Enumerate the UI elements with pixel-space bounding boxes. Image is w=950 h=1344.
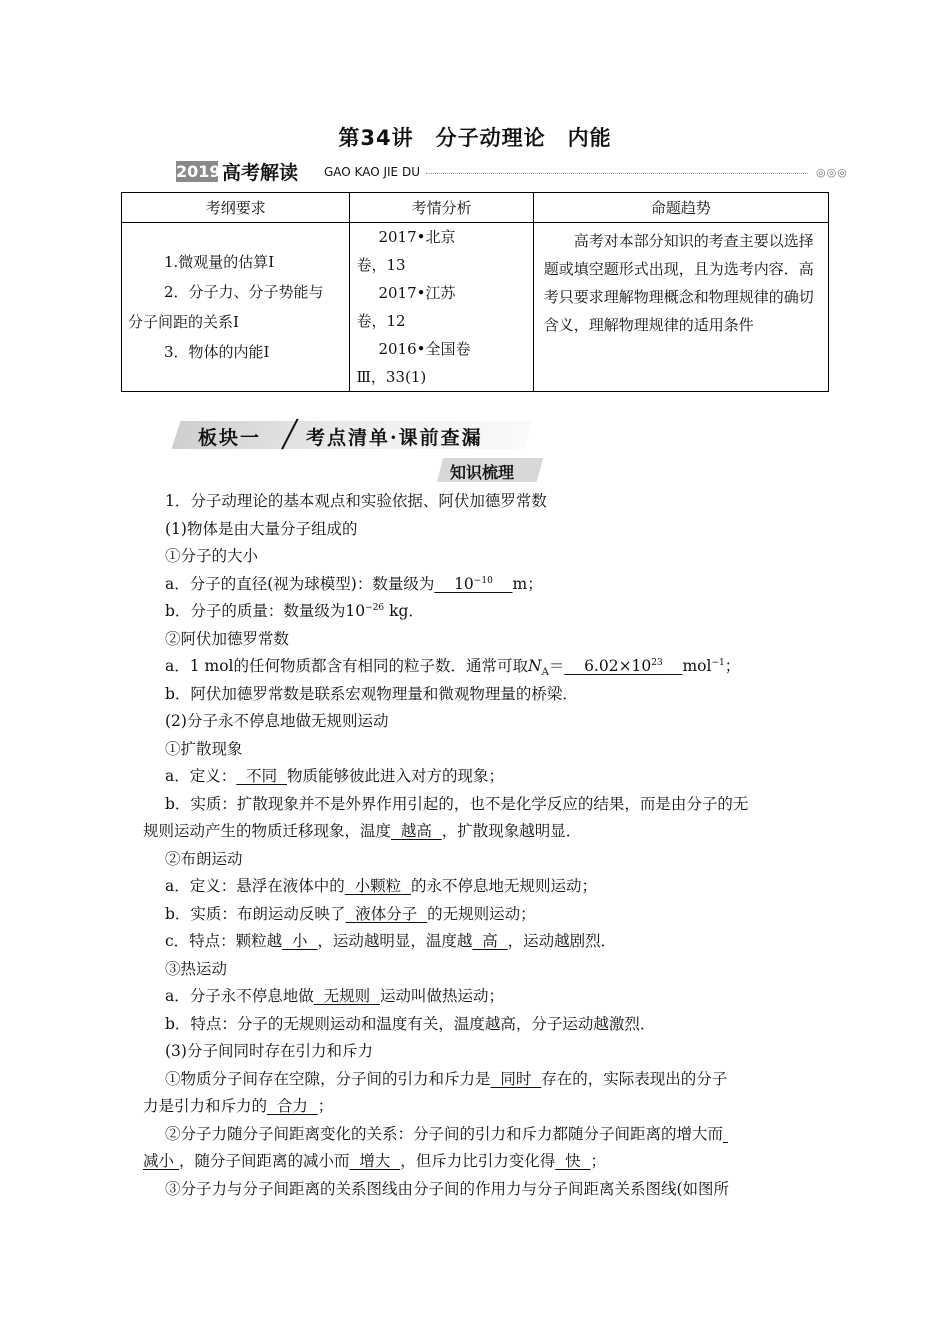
fill-blank [267,1097,318,1115]
banner-year: 2019 [176,162,221,181]
exam-banner [176,161,852,183]
text-run: a．定义： [165,767,237,785]
analysis-item: 卷，12 [356,312,406,330]
analysis-item: 卷，13 [356,256,406,274]
fill-blank-start [723,1125,728,1143]
fill-blank [434,575,512,593]
text-run: ，随分子间距离的减小而 [178,1152,350,1170]
text-run: b．分子的质量：数量级为10 [165,602,366,620]
text-run: 物质能够彼此进入对方的现象； [286,767,504,785]
fill-blank [345,877,411,895]
answer-text: 增大 [359,1152,391,1170]
text-run: ②分子力随分子间距离变化的关系：分子间的引力和斥力都随分子间距离的增大而 [165,1124,724,1143]
answer-text: 10 [454,574,474,593]
content-line [143,1066,819,1094]
fill-blank [555,1152,590,1170]
content-line [143,1121,819,1149]
symbol-subscript: A [541,667,549,679]
analysis-item: 2017•江苏 [378,284,456,302]
exponent: −26 [365,602,385,613]
banner-title: 高考解读 [222,162,299,184]
content-body [143,488,819,1203]
text-run: a．定义：悬浮在液体中的 [165,877,345,895]
content-line [143,571,819,599]
header-analysis: 考情分析 [350,193,533,223]
fill-blank [391,822,442,840]
answer-text: 减小 [143,1152,175,1170]
analysis-item: 2016•全国卷 [378,340,471,358]
text-run: ； [590,1152,606,1170]
text-run: ； [317,1097,334,1115]
requirements-cell [122,223,350,392]
answer-text: 6.02×10 [584,657,652,675]
fill-blank [236,767,287,785]
content-line [143,901,819,929]
text-run: b．实质：布朗运动反映了 [165,904,346,923]
content-line: ②布朗运动 [165,849,243,868]
content-line: ③分子力与分子间距离的关系图线由分子间的作用力与分子间距离关系图线(如图所 [165,1179,730,1198]
section-name: 考点清单·课前查漏 [306,427,483,449]
text-run: ，扩散现象越明显． [441,822,582,840]
content-line [143,598,819,626]
fill-blank [472,932,507,950]
fill-blank [491,1070,542,1088]
content-line [143,873,819,901]
text-run: ，但斥力比引力变化得 [400,1152,556,1170]
requirement-item: 3．物体的内能Ⅰ [164,343,270,361]
banner-pinyin: GAO KAO JIE DU [324,165,420,179]
text-run: 力是引力和斥力的 [143,1097,268,1115]
text-run: 运动叫做热运动； [379,987,504,1005]
text-run: m； [512,574,543,593]
text-run: a．分子的直径(视为球模型)：数量级为 [165,574,435,593]
knowledge-label-text: 知识梳理 [450,463,515,482]
circles-icon: ◎◎◎ [816,166,848,179]
content-line [143,818,819,846]
text-run: mol [682,657,712,675]
exponent: −1 [711,657,725,668]
content-line: ①扩散现象 [165,739,243,758]
content-line: (2)分子永不停息地做无规则运动 [165,712,389,730]
answer-text: 高 [482,932,498,950]
content-line: 1．分子动理论的基本观点和实验依据、阿伏加德罗常数 [165,492,547,510]
answer-text: 合力 [276,1097,308,1115]
content-line: b．阿伏加德罗常数是联系宏观物理量和微观物理量的桥梁． [165,684,578,703]
content-line [143,1093,819,1121]
banner-divider [426,173,808,174]
answer-text: 越高 [400,822,432,840]
page-title: 第34讲 分子动理论 内能 [338,126,612,150]
fill-blank [314,987,380,1005]
answer-text: 快 [565,1152,581,1170]
analysis-cell [350,223,533,392]
answer-exponent: 23 [651,657,663,668]
answer-exponent: −10 [473,575,493,586]
requirement-item: 分子间距的关系Ⅰ [128,313,239,331]
section-part: 板块一 [198,427,262,449]
content-line [143,983,819,1011]
text-run: 的无规则运动； [427,904,536,923]
text-run: kg． [384,602,424,620]
table-row [122,223,829,392]
fill-blank [564,657,682,675]
text-run: ＝ [548,657,565,675]
text-run: c．特点：颗粒越 [165,932,283,950]
fill-blank [282,932,317,950]
fill-blank [143,1152,179,1170]
text-run: a．分子永不停息地做 [165,987,314,1005]
syllabus-table [121,192,829,392]
content-line: ①分子的大小 [165,547,259,565]
header-requirements: 考纲要求 [122,193,350,223]
analysis-item: Ⅲ，33(1) [356,368,427,386]
answer-text: 不同 [246,767,278,785]
content-line [143,1148,819,1176]
content-line: (1)物体是由大量分子组成的 [165,519,358,538]
requirement-item: 2．分子力、分子势能与 [164,283,324,301]
fill-blank [345,905,427,923]
content-line: ②阿伏加德罗常数 [165,629,290,648]
text-run: ； [724,657,741,675]
answer-text: 同时 [500,1069,532,1088]
answer-text: 小颗粒 [354,877,402,895]
content-line: ③热运动 [165,959,228,978]
content-line: b．实质：扩散现象并不是外界作用引起的，也不是化学反应的结果，而是由分子的无 [165,794,749,813]
content-line [143,763,819,791]
content-line: b．特点：分子的无规则运动和温度有关，温度越高，分子运动越激烈． [165,1014,656,1033]
requirement-item: 1.微观量的估算Ⅰ [164,253,275,271]
answer-text: 无规则 [323,987,371,1005]
content-line [143,653,819,681]
header-trend: 命题趋势 [533,193,828,223]
fill-blank [349,1152,400,1170]
analysis-item: 2017•北京 [378,228,456,246]
content-line [143,928,819,956]
symbol-n: N [528,657,542,675]
table-header-row [122,193,829,223]
section-heading [176,421,528,451]
content-line: (3)分子间同时存在引力和斥力 [165,1042,373,1060]
text-run: a．1 mol的任何物质都含有相同的粒子数．通常可取 [165,657,529,675]
text-run: ，运动越明显，温度越 [317,932,473,950]
knowledge-label [440,458,540,483]
slash-icon: ╱ [282,420,298,450]
trend-cell: 高考对本部分知识的考查主要以选择题或填空题形式出现，且为选考内容．高考只要求理解物理概念和物理规律的确切含义，理解物理规律的适用条件 [533,223,828,392]
text-run: 规则运动产生的物质迁移现象，温度 [143,822,392,840]
text-run: ①物质分子间存在空隙，分子间的引力和斥力是 [165,1069,491,1088]
text-run: ，运动越剧烈． [507,932,617,950]
text-run: 存在的，实际表现出的分子 [541,1069,728,1088]
text-run: 的永不停息地无规则运动； [410,877,597,895]
answer-text: 小 [292,932,308,950]
answer-text: 液体分子 [355,904,418,923]
